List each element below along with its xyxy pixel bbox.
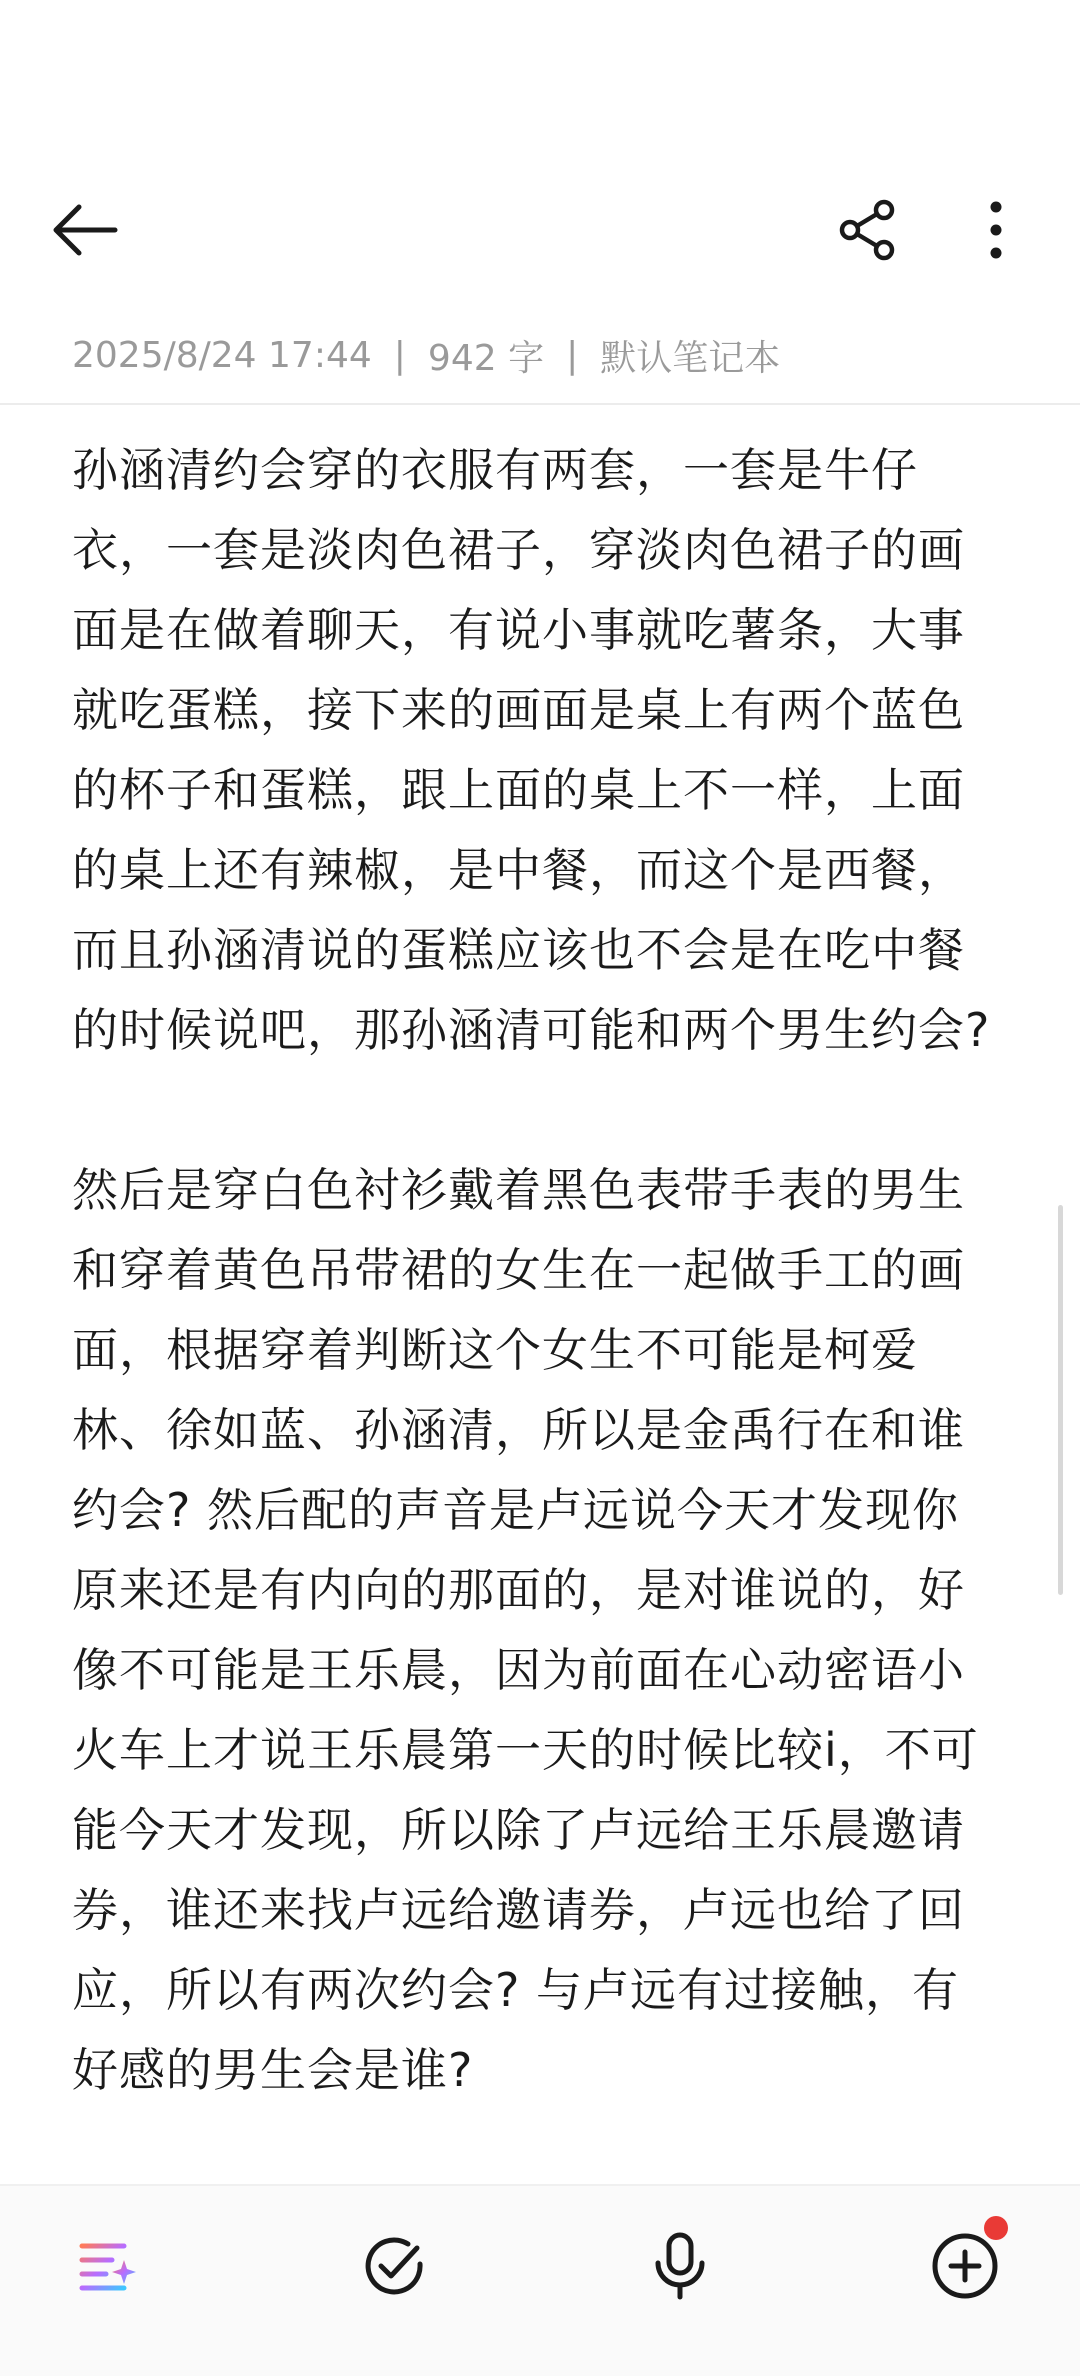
header-divider: [0, 403, 1080, 405]
notebook-name[interactable]: 默认笔记本: [600, 337, 781, 379]
share-button[interactable]: [818, 180, 918, 280]
note-paragraph[interactable]: 孙涵清约会穿的衣服有两套，一套是牛仔衣，一套是淡肉色裙子，穿淡肉色裙子的画面是在做着聊天，有说小事就吃薯条，大事就吃蛋糕，接下来的画面是桌上有两个蓝色的杯子和蛋糕，跟上面的桌上不一样，上面的桌上还有辣椒，是中餐，而这个是西餐，而且孙涵清说的蛋糕应该也不会是在吃中餐的时候说吧，那孙涵清可能和两个男生约会?: [72, 443, 991, 1057]
meta-separator: |: [393, 334, 406, 376]
note-word-count: 942 字: [427, 337, 545, 379]
scrollbar[interactable]: [1058, 1205, 1063, 1595]
checklist-button[interactable]: [344, 2216, 444, 2316]
share-icon: [836, 198, 900, 262]
note-meta: [72, 330, 780, 380]
note-body[interactable]: [72, 430, 1002, 2180]
voice-input-button[interactable]: [630, 2216, 730, 2316]
more-vertical-icon: [986, 198, 1006, 262]
note-datetime: 2025/8/24 17:44: [72, 334, 372, 376]
note-paragraph[interactable]: 然后是穿白色衬衫戴着黑色表带手表的男生和穿着黄色吊带裙的女生在一起做手工的画面，根据穿着判断这个女生不可能是柯爱林、徐如蓝、孙涵清，所以是金禹行在和谁约会? 然后配的声音是卢远说今天才发现你原来还是有内向的那面的，是对谁说的，好像不可能是王乐晨，因为前面在心动密语小火车上才说王乐晨第一天的时候比较i，不可能今天才发现，所以除了卢远给王乐晨邀请券，谁还来找卢远给邀请券，卢远也给了回应，所以有两次约会? 与卢远有过接触，有好感的男生会是谁?: [72, 1163, 979, 2097]
ai-format-icon: [78, 2238, 138, 2294]
bottom-toolbar: [0, 2184, 1080, 2376]
ai-format-button[interactable]: [58, 2216, 158, 2316]
top-bar: [0, 170, 1080, 290]
back-button[interactable]: [30, 180, 140, 280]
add-circle-icon: [931, 2232, 999, 2300]
microphone-icon: [652, 2231, 708, 2301]
checklist-icon: [362, 2234, 426, 2298]
arrow-left-icon: [49, 202, 121, 258]
meta-separator: |: [566, 334, 579, 376]
more-button[interactable]: [946, 180, 1046, 280]
notification-badge: [984, 2216, 1008, 2240]
